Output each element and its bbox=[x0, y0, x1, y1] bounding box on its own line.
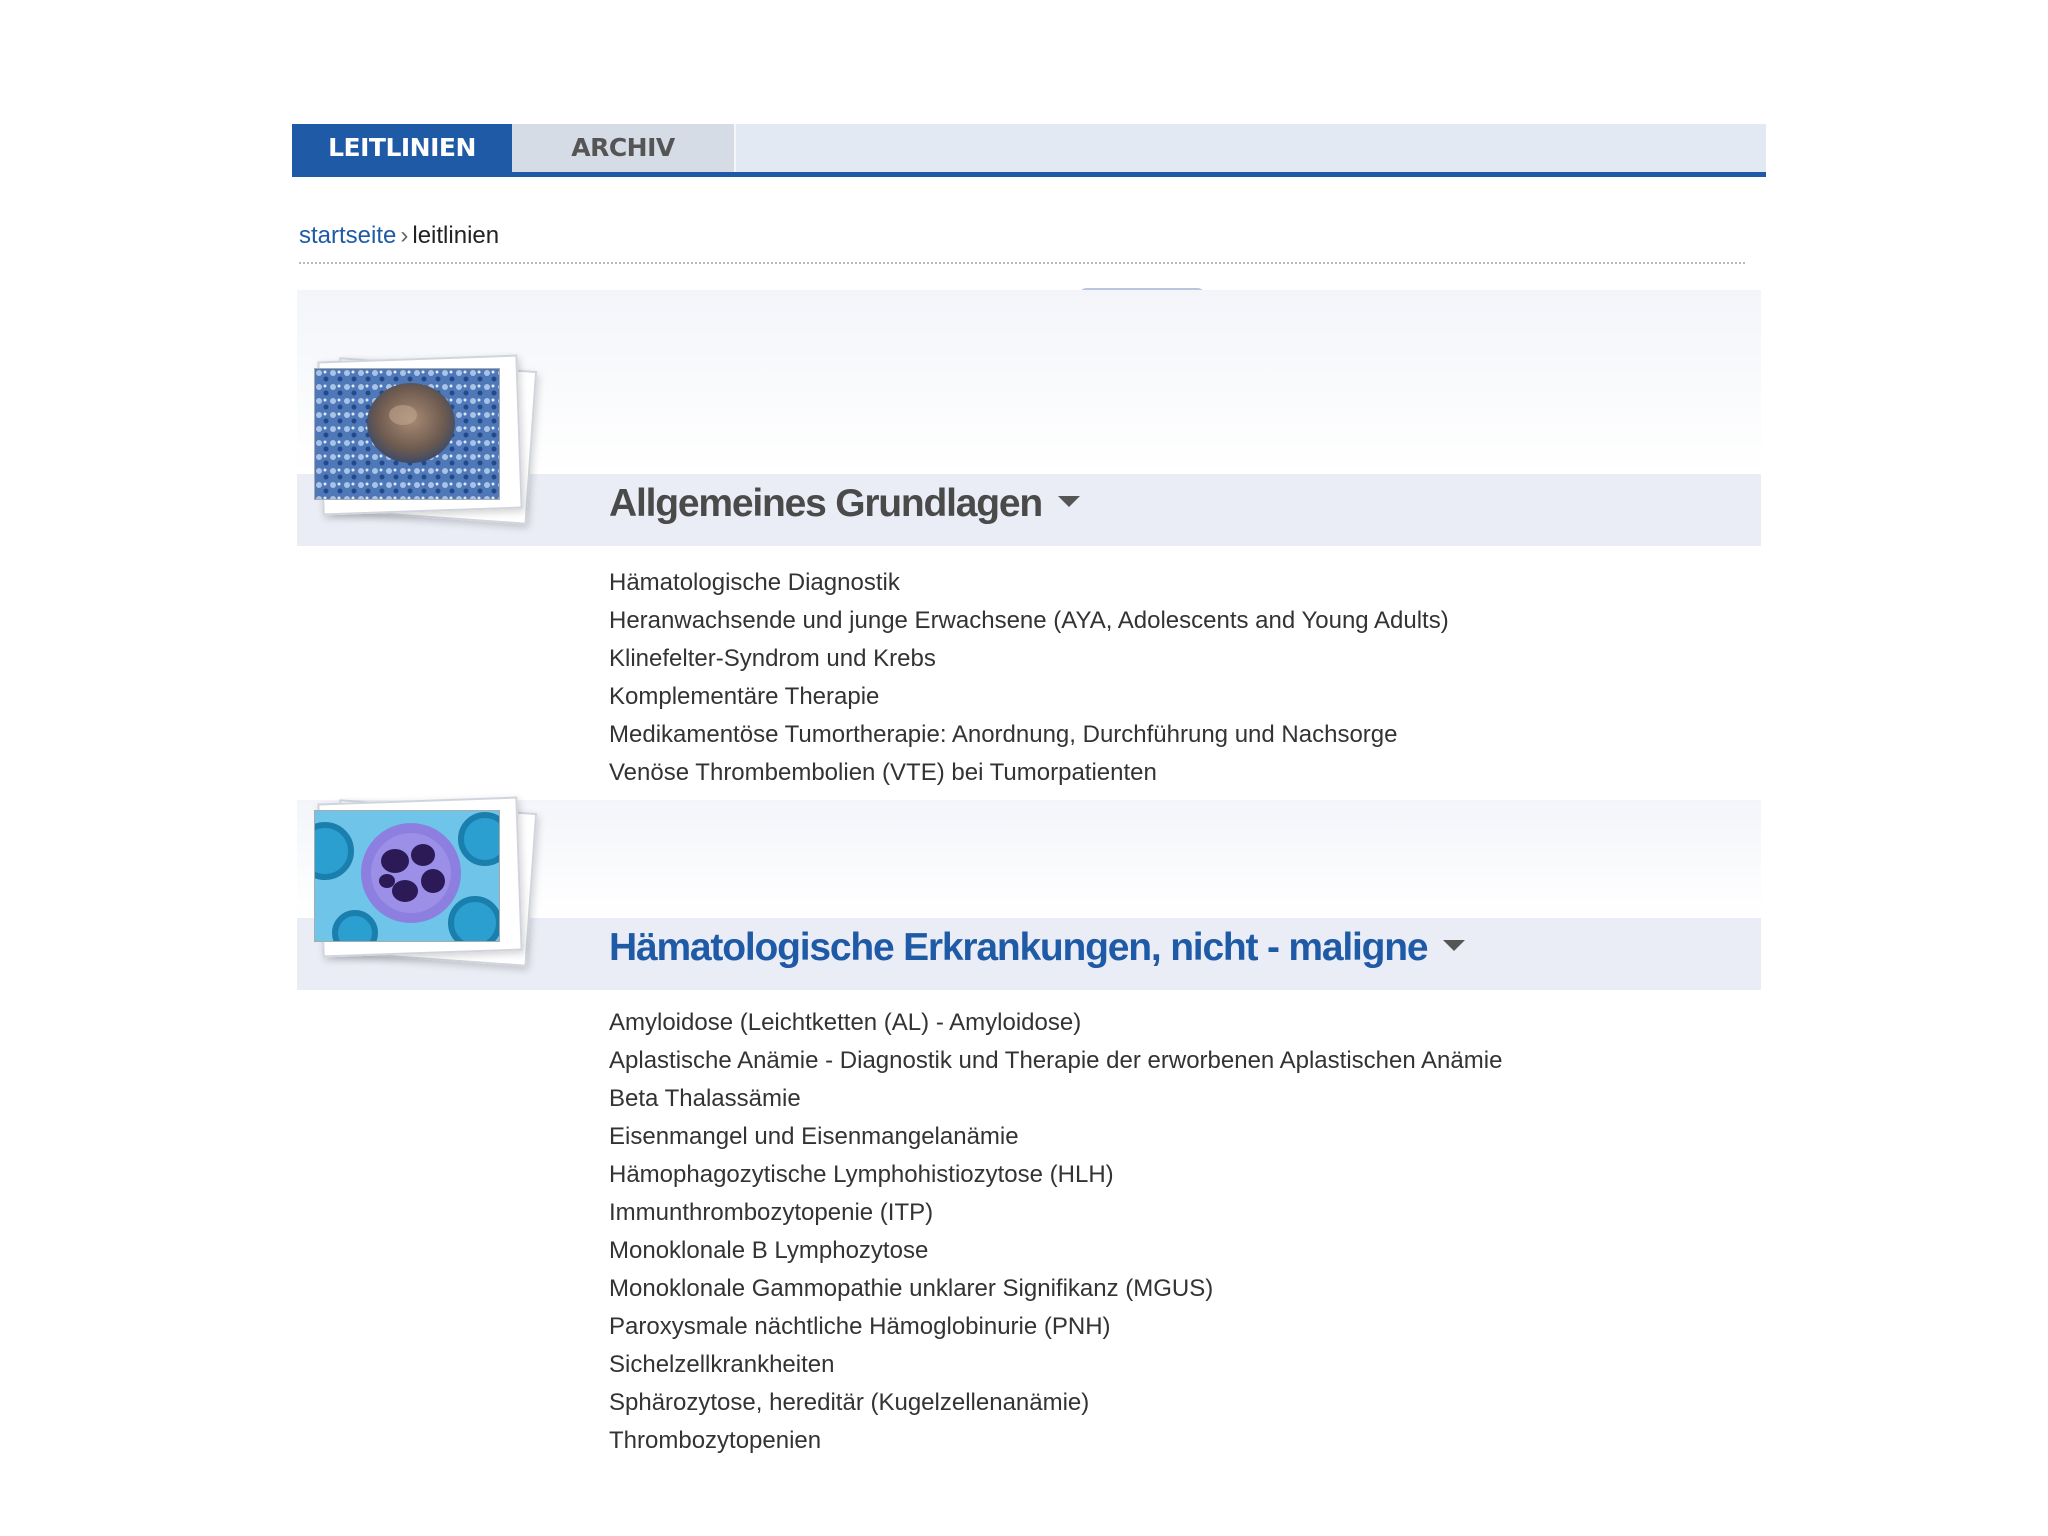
breadcrumb-divider bbox=[299, 262, 1745, 264]
tab-archiv[interactable]: ARCHIV bbox=[512, 124, 736, 172]
chevron-down-icon[interactable] bbox=[1058, 496, 1080, 507]
section-2-image bbox=[314, 810, 500, 942]
list-item[interactable]: Thrombozytopenien bbox=[609, 1427, 822, 1454]
cell-micrograph-icon bbox=[304, 350, 554, 535]
list-item[interactable]: Monoklonale B Lymphozytose bbox=[609, 1237, 929, 1264]
section-2-item-list bbox=[609, 1004, 1502, 1460]
list-item[interactable]: Aplastische Anämie - Diagnostik und Therapie der erworbenen Aplastischen Anämie bbox=[609, 1047, 1503, 1074]
breadcrumb-current: leitlinien bbox=[412, 222, 500, 249]
list-item[interactable]: Immunthrombozytopenie (ITP) bbox=[609, 1199, 934, 1226]
list-item[interactable]: Paroxysmale nächtliche Hämoglobinurie (PNH) bbox=[609, 1313, 1111, 1340]
breadcrumb-separator: › bbox=[400, 222, 409, 249]
section-2-title-text: Hämatologische Erkrankungen, nicht - maligne bbox=[609, 926, 1428, 969]
list-item[interactable]: Hämophagozytische Lymphohistiozytose (HLH) bbox=[609, 1161, 1114, 1188]
list-item[interactable]: Heranwachsende und junge Erwachsene (AYA, Adolescents and Young Adults) bbox=[609, 607, 1449, 634]
list-item[interactable]: Komplementäre Therapie bbox=[609, 683, 880, 710]
breadcrumb bbox=[299, 222, 499, 250]
list-item[interactable]: Sphärozytose, hereditär (Kugelzellenanämie) bbox=[609, 1389, 1090, 1416]
section-1-image bbox=[314, 368, 500, 500]
list-item[interactable]: Medikamentöse Tumortherapie: Anordnung, Durchführung und Nachsorge bbox=[609, 721, 1398, 748]
section-1-item-list bbox=[609, 564, 1449, 792]
section-2-title[interactable] bbox=[609, 926, 1465, 970]
list-item[interactable]: Monoklonale Gammopathie unklarer Signifikanz (MGUS) bbox=[609, 1275, 1214, 1302]
section-1-title[interactable] bbox=[609, 482, 1080, 526]
list-item[interactable]: Eisenmangel und Eisenmangelanämie bbox=[609, 1123, 1019, 1150]
breadcrumb-home-link[interactable]: startseite bbox=[299, 222, 397, 249]
list-item[interactable]: Hämatologische Diagnostik bbox=[609, 569, 900, 596]
chevron-down-icon[interactable] bbox=[1443, 940, 1465, 951]
tab-leitlinien[interactable]: LEITLINIEN bbox=[292, 124, 512, 172]
list-item[interactable]: Amyloidose (Leichtketten (AL) - Amyloidose) bbox=[609, 1009, 1082, 1036]
list-item[interactable]: Klinefelter-Syndrom und Krebs bbox=[609, 645, 936, 672]
list-item[interactable]: Venöse Thrombembolien (VTE) bei Tumorpatienten bbox=[609, 759, 1157, 786]
main-tab-bar bbox=[292, 124, 1766, 177]
list-item[interactable]: Sichelzellkrankheiten bbox=[609, 1351, 835, 1378]
section-1-title-text: Allgemeines Grundlagen bbox=[609, 482, 1043, 525]
list-item[interactable]: Beta Thalassämie bbox=[609, 1085, 801, 1112]
blood-cell-icon bbox=[304, 792, 554, 977]
